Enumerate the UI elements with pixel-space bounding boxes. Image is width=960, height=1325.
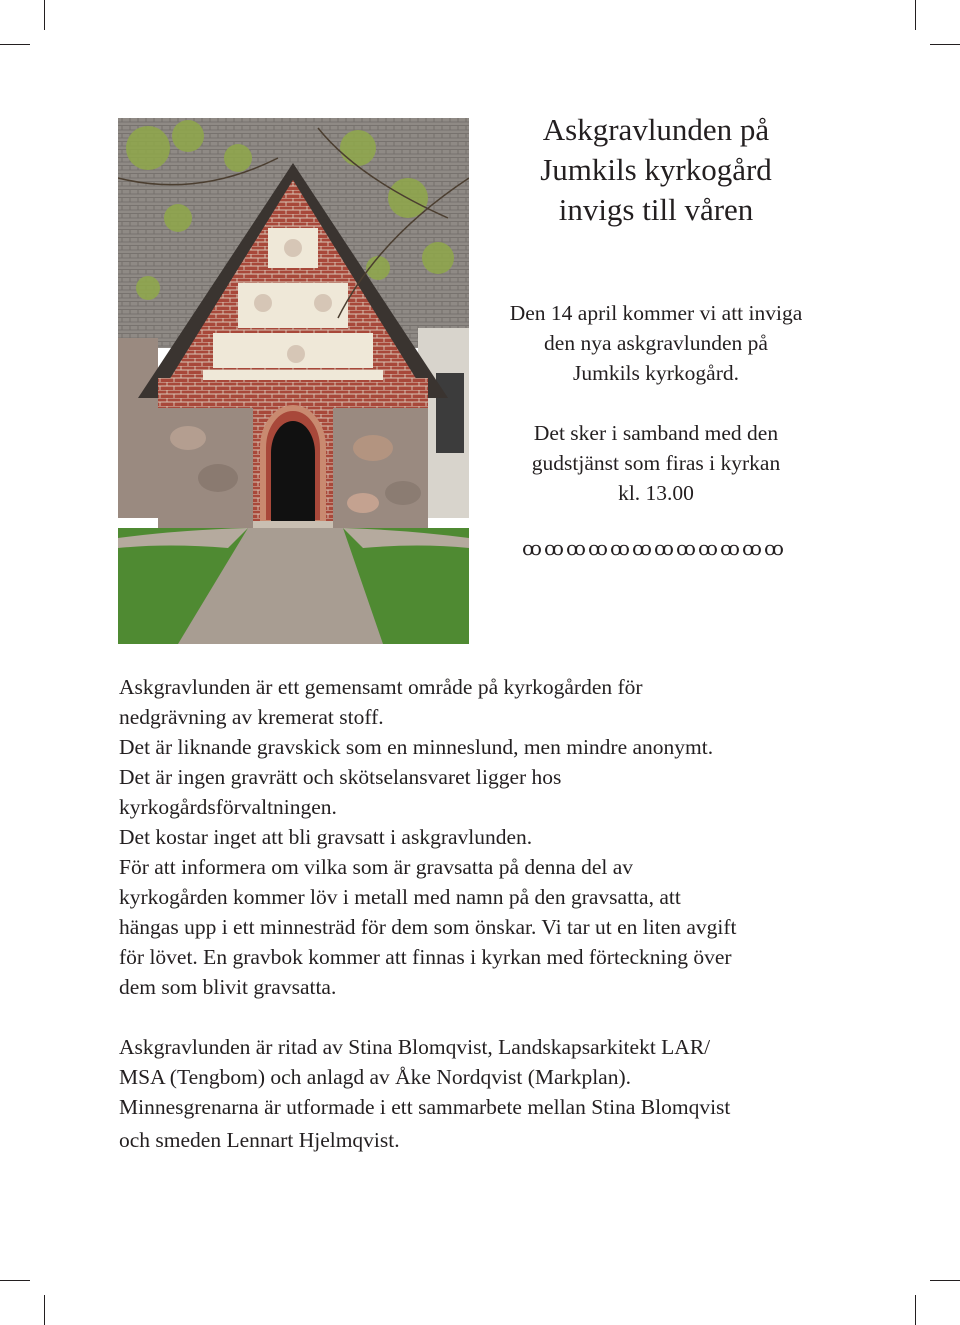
page-title xyxy=(495,110,817,230)
announcement xyxy=(480,298,832,508)
ornament-glyph: ꝏ xyxy=(654,537,674,560)
title-line: Askgravlunden på xyxy=(542,112,770,147)
announcement-line: den nya askgravlunden på xyxy=(544,331,768,355)
body-line: Askgravlunden är ritad av Stina Blomqvist, Landskapsarkitekt LAR/ xyxy=(119,1035,711,1059)
ornament-glyph: ꝏ xyxy=(632,537,652,560)
crop-mark xyxy=(915,0,916,30)
body-line: MSA (Tengbom) och anlagd av Åke Nordqvist (Markplan). xyxy=(119,1065,632,1089)
body-line: kyrkogårdsförvaltningen. xyxy=(119,795,337,819)
title-line: invigs till våren xyxy=(558,192,754,227)
crop-mark xyxy=(0,44,30,45)
crop-mark xyxy=(930,44,960,45)
crop-mark xyxy=(44,1295,45,1325)
body-line: för lövet. En gravbok kommer att finnas i kyrkan med förteckning över xyxy=(119,945,732,969)
ornament-glyph: ꝏ xyxy=(720,537,740,560)
body-line: Minnesgrenarna är utformade i ett sammarbete mellan Stina Blomqvist xyxy=(119,1095,731,1119)
ornament-glyph: ꝏ xyxy=(610,537,630,560)
body-line: Det kostar inget att bli gravsatt i askgravlunden. xyxy=(119,825,533,849)
announcement-line: gudstjänst som firas i kyrkan xyxy=(531,451,781,475)
body-line: För att informera om vilka som är gravsatta på denna del av xyxy=(119,855,634,879)
ornament-glyph: ꝏ xyxy=(544,537,564,560)
body-text xyxy=(119,672,849,1158)
body-line: dem som blivit gravsatta. xyxy=(119,975,337,999)
ornament-divider xyxy=(522,533,784,563)
announcement-line: kl. 13.00 xyxy=(618,481,694,505)
ornament-glyph: ꝏ xyxy=(698,537,718,560)
announcement-line: Jumkils kyrkogård. xyxy=(572,361,740,385)
crop-mark xyxy=(930,1280,960,1281)
body-line: nedgrävning av kremerat stoff. xyxy=(119,705,384,729)
crop-mark xyxy=(44,0,45,30)
ornament-glyph: ꝏ xyxy=(566,537,586,560)
crop-mark xyxy=(0,1280,30,1281)
church-photo xyxy=(118,118,469,644)
ornament-glyph: ꝏ xyxy=(522,537,542,560)
ornament-glyph: ꝏ xyxy=(588,537,608,560)
body-line: kyrkogården kommer löv i metall med namn på den gravsatta, att xyxy=(119,885,681,909)
body-line: Det är liknande gravskick som en minneslund, men mindre anonymt. xyxy=(119,735,714,759)
announcement-line: Det sker i samband med den xyxy=(533,421,779,445)
title-line: Jumkils kyrkogård xyxy=(540,152,772,187)
ornament-glyph: ꝏ xyxy=(742,537,762,560)
ornament-glyph: ꝏ xyxy=(676,537,696,560)
body-line: Det är ingen gravrätt och skötselansvaret ligger hos xyxy=(119,765,562,789)
crop-mark xyxy=(915,1295,916,1325)
announcement-line: Den 14 april kommer vi att inviga xyxy=(509,301,803,325)
body-line: Askgravlunden är ett gemensamt område på kyrkogården för xyxy=(119,675,643,699)
ornament-glyph: ꝏ xyxy=(764,537,784,560)
body-line: och smeden Lennart Hjelmqvist. xyxy=(119,1128,400,1152)
body-line: hängas upp i ett minnesträd för dem som önskar. Vi tar ut en liten avgift xyxy=(119,915,737,939)
